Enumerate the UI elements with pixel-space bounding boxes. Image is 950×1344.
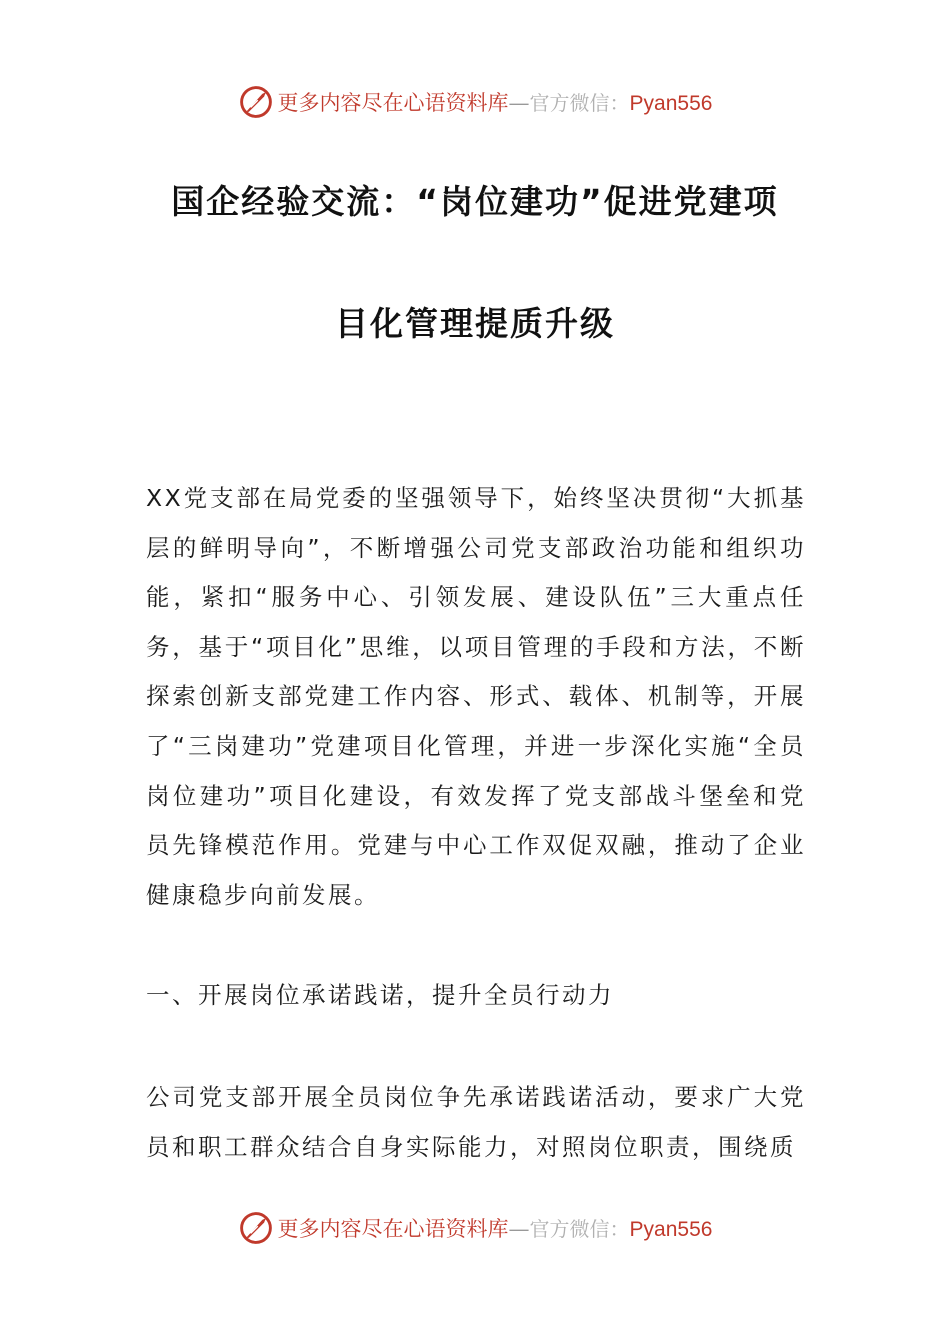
header-banner xyxy=(0,82,950,122)
footer-separator: — xyxy=(508,1217,530,1241)
section1-body: 公司党支部开展全员岗位争先承诺践诺活动，要求广大党员和职工群众结合自身实际能力，对照岗位职责，围绕质 xyxy=(146,1083,806,1161)
footer-wechat-id: Pyan556 xyxy=(629,1218,713,1241)
header-banner-text xyxy=(278,87,713,117)
quill-logo-icon xyxy=(238,84,274,120)
quill-logo-icon xyxy=(238,1210,274,1246)
footer-banner-text xyxy=(278,1213,713,1243)
header-brand-text: 更多内容尽在心语资料库 xyxy=(277,91,509,115)
footer-wechat-label: 官方微信： xyxy=(529,1217,630,1241)
intro-paragraph: XX党支部在局党委的坚强领导下，始终坚决贯彻“大抓基层的鲜明导向”，不断增强公司党支部政治功能和组织功能，紧扣“服务中心、引领发展、建设队伍”三大重点任务，基于“项目化”思维，以项目管理的手段和方法，不断探索创新支部党建工作内容、形式、载体、机制等，开展了“三岗建功”党建项目化管理，并进一步深化实施“全员岗位建功”项目化建设，有效发挥了党支部战斗堡垒和党员先锋模范作用。党建与中心工作双促双融，推动了企业健康稳步向前发展。 xyxy=(146,484,806,909)
header-wechat-id: Pyan556 xyxy=(629,92,713,115)
document-title-line2: 目化管理提质升级 xyxy=(335,304,615,343)
footer-brand-text: 更多内容尽在心语资料库 xyxy=(277,1217,509,1241)
document-title-line1: 国企经验交流：“岗位建功”促进党建项 xyxy=(171,182,779,221)
footer-banner xyxy=(0,1208,950,1248)
section1-heading: 一、开展岗位承诺践诺，提升全员行动力 xyxy=(146,981,614,1009)
header-separator: — xyxy=(508,91,530,115)
header-wechat-label: 官方微信： xyxy=(529,91,630,115)
